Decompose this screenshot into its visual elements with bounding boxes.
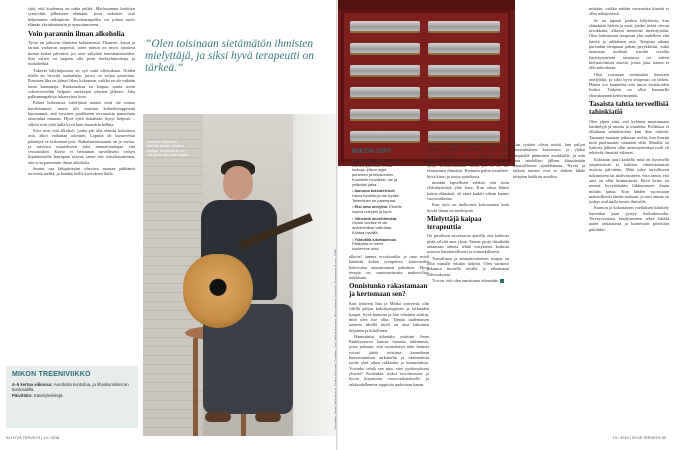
paragraph: mistään lapsellisen vehkeä, että tosin yllätitäytitöstä yhtä lasta. Kun aikaa lähteä kattoa elämästä, oli tämä kaikki vihain kaunis vuorovaikutus. <box>427 180 509 201</box>
paragraph: Olen toisinaan sietämätön ihmisten mielyttäjä, ja siksi hyvä terapeutti on tärkeä. Hänen voi kuuntelen että sanoa tosiasioiden lisäksi. Tärkeää on ollut kuunnella yhteiskunnan kehitysmimää. <box>589 71 669 98</box>
paragraph: Kun tyttäreni Iina ja Minka syntyivät, olin välillä paljon kaksikymppisen ja tutkauden kaupat. Syvä kunnian ja hän vihainen sitäkin, mitä olen itse ollut. Tämän uudenlaisen tunteen äärellä mieli on aina hakuinen hiljainen ja kiitollinen. <box>349 301 429 333</box>
tip-item: • Etsi oma unirytmi. Etsielle sopiva unirytmi ja hyvä. <box>352 205 402 214</box>
paragraph: Kun tytöt on melkoisen kokonainen kuin hyvää ilman on merkitystä. <box>427 202 509 213</box>
paragraph: Hämmästin äskettäin ystäväni Jenni Pääkkysaaren kanssa tuoretta tutkimusta, jossa palautui, että suomalaiset näin ihmiset voivat jättää toisiinsa kannaltaan haavoittamisen tarkastelut ja vaatimuksia tuoda yhtä aikaa rakkautta ja tunnustuksia. Voisinko tehdä sen niin, ettei pyrkimykseni ylitettä? Kuitenkin isoksi tavoitteeseen ja hyvin kirjauttain vuorovaikutukselle ja rakkaudellemme tappioita uudestaan kauan. <box>349 333 429 387</box>
tip-item: • Ystävällä lukettavessa. Pääkohta ei mene kuulemme aina. <box>352 238 402 252</box>
spread-gutter <box>336 0 338 450</box>
paragraph: Käyntien tarkkuutta ja rentokulla kärkeä vähä rantaalla kaikki tavoiteet. Jos hain haavoittauduutta, voin vältäämää. Ihan terapiasta parmillisesti pyrkimyksä. Muistan kysyt kerranomallani, miltä jos ei en ole olennainen elämästä. Kerinnin puhin totaaliset-hyvä kiruo ja totoja ajateltavia. <box>427 142 509 179</box>
section-heading: Tasaista tahtia terveellisiä tahinkiatiö <box>589 100 669 116</box>
paragraph: Toivon, että olen onnistunut tekemään. <box>427 278 509 283</box>
page-footer-right: 13 / 2016 | HYVÄ TERVEYS 55 <box>612 436 666 440</box>
box-title: MIKON TREENIVIIKKO <box>12 371 91 378</box>
paragraph: Puhtet hoberuista tottelijästä määsä sivät ole minua kuolettanneet, mutta olit muistan kolmekymppisenä huomannut, että tarvitsen puolikseen tervanaista punaviinia tasavarlaa minuun. Hyvä syitä dokaltaan löytyi helposti – silloin riitti yhtä lailla kyvä kuin huonokin kelkka. <box>28 100 135 127</box>
paragraph: Suurin osa lähipiirissäni ohevista naurtaa päähänsä terveistä meiltä, ja kaadan heille kierroksen ilolla. <box>28 166 135 177</box>
article-end-mark <box>500 279 504 283</box>
photo-credit-right <box>339 140 347 440</box>
left-column-1 <box>28 6 135 178</box>
paragraph: Kunnon ja kokonainen vaelluksen käsittely kuitenkin juuri pystyy tiedonkeruulla. Terveysvastaus käsityöminen tekee kaikki uudet ratkaisunsa ja kiinteistön päivittäin puhdaksi. <box>589 205 669 232</box>
training-week-box <box>6 366 138 428</box>
paragraph: alkoval tunnua ervoitomilta ja omo mieli käänttää kohen työnpäiviä, kuinvuoden hokevulua aiuaantunnon pakotiten. Hyvä terapia on suurennoimista makeaviltua nokkeutta. <box>349 254 429 281</box>
paragraph: Työni on jatkuvaa ihmisten kohtaamista. Tilanteet, kuvat ja tarinat vaihtuvat nopeasti, joten minun on myös ajautava monta kertaa päivässä, jos aion säilyttää tenosttamistaiden. Sitä varten on tarpeen olla perni herkäyhtäsoittaja ja ruokahetkiä. <box>28 40 135 67</box>
paragraph: Kävi niin, että alkoholi, jonka piti olla elämää kohottava asia, alkoi vaikuttaa arkeanni. Lopulta oli kuntoveista päättäytä se kokonaan pois. Ratkaisimuistaanni on ja vuotta, ja tarvitsin muutokseen sekä ammattiauttajaa että vertaistukea. Kuvio ei heiraanan turvallisesti vichyn liipittämiselle harrapaat uravaa sanen sen siirsaltavammen, että voin paremmin ilman alkoholia. <box>28 127 135 165</box>
paragraph: Kohtauin juuri kaikella mitä on kyseisellä ympäristöstä ja kaikista viimeisimmistä asioista päivittäin. Mitä tulee turvalliseen tutkimiseen tai aktiivisuuteen, voin sanoa, että aina on ollut kiinnostusta. Hyvä keino on mennä kyvyttömään liikkumiseen ilman mitään juttua. Kun lähden vuorostaan mahdollisesti tämän mukaan, ja uusi asema on joskus avuliaalla tavoin ihmisille. <box>589 156 669 205</box>
section-heading: Voin parannin ilman alkoholia <box>28 29 125 39</box>
right-column-1b <box>513 142 585 180</box>
person-head <box>223 166 253 200</box>
acoustic-guitar <box>183 254 253 328</box>
paragraph: Kun tyttäret olivat teiniä, luin paljon murrosikäisen kasvatusta ja yhden ympärillä pitäminen asiakkaille, ja niin aina mielelläni jälleen kiinnitetään kärsivällisesti ajattelemaan. Hyvät ja tärkeät tunteet ovat se tärkein lähde terapian kaikkiin asioihin. <box>513 142 585 179</box>
harmonica-case <box>341 10 511 162</box>
shoe <box>255 412 281 422</box>
shoe <box>205 412 231 422</box>
section-heading: Mielyttäjä kaipaa terapeuttia <box>427 214 482 231</box>
box-line: Päivittäin: Kävelylenkkejä. <box>12 392 64 398</box>
paragraph: sittä, että kuolemaa on turha pelätä. Mielisuunnin keskityn syntyvään jälkeiseen elämään, jossa tatkaisee oval helpommin näköpiiriin. Kuolemanpelko voi johtaa myös elämän yksinkertaisiin ja aymottumiseen. <box>28 6 135 27</box>
tip-item: • Muista pienet tuuet. Sun itsellesi päivittäin omaa toukoja, pilkon sujet puheleen ja tekokoneen. Kuunteile muulleksi, tue ja ystäviäsi jotka. <box>352 159 402 187</box>
right-column-0 <box>349 254 429 388</box>
box-title: MIKON OPIT <box>352 148 392 155</box>
box-line: 4–5 kertaa viikossa: Aerobista kuntoilua, ja lihaskuntokerran kuntosalilla. <box>12 382 129 393</box>
paragraph: Se on tapauti jotakin hälyttävää, kun elämäntäs hälvää ja asiat, joiden tietää olevan arvokkaita, alkavat menettää merkitystään. Olen hakeutunut terapiaan yhä uudelleen että hävitä ja rakkainen asia. Terapian aikana pureudun terapiaan pahan psyykkisiin, mikä mentanja muiltani tymiltä tavallia käyttäytymisen seurausta tai tuleen kieliastoimista asioita, joista joka toinen ei ollu mikoskaan. <box>589 17 669 71</box>
paragraph: On piruliisen suvaittavaa ajatella, että kaikesta pitää selvitä aina yksin. Emme pysty tässäkään antamaan aihetta tehdä esityksenä kaikista asioista käytännöllisesti ja esimerkillisesti. <box>427 233 509 255</box>
case-lid <box>337 0 515 10</box>
tip-item: • Vähennä murehtimista. Omasi tarvitse et ole arviointeiltasi vaikuttaa. Kohtaa hyvällä. <box>352 217 402 236</box>
right-column-1 <box>427 142 509 284</box>
paragraph: Olen ylpeä siitä, että kyhinen muuttamaan käsittelyjä ja asioita ja tilanteita. Polittikaa ei ollutkaan tahinkiatiöitä kun ihan tärkeää. Taustana muuttaa jatkuvan roolin, kun ilmettä mitä puolinaaksi vääntäen sillä. Minulla on kaikista jälkeen ollut menestyneempi rooli eli tehtävää ilmaistä välineet. <box>589 118 669 156</box>
pull-quote: ”Olen toisinaan sietämätön ihmisten mielyttäjä, ja siksi hyvä terapeutti on tärkeä.” <box>145 38 314 75</box>
window-light <box>293 114 337 436</box>
tip-item: • Aamuna tukkuteleiset. Halua hyvääsi ja tue hyvää. Tekeminen on parempaa. <box>352 189 402 203</box>
paragraph: mistään, vaikka mitään varsinaista kirteää ei ollut näköpiirissä. <box>589 6 669 17</box>
right-page <box>337 0 674 450</box>
photo-caption: Enlisten kitaroiden kanssa syntyy erilaisia laulaja. Suotomanin on vai paras alla oleenappia. <box>147 140 189 158</box>
paragraph: Tukevia hälyttäjuomia en syö mitä olleisakaan. Niiden tilalla en hevyttä saalaatteja, joissa on soijaa proteiinia. Punaisen liha on jäänyt lähes kokonaan, vaikka en ole mikään innin kannattaja. Ruskaruokaa en kaipaa, mutta usein sokeritoveriltin helpotti rankkojen päivien jälkeen. Joka palkinnonpahoja lukaravissa kyse. <box>28 67 135 100</box>
page-footer-left: 54 HYVÄ TERVEYS | 13 / 2016 <box>6 436 60 440</box>
paragraph: Turvallinen ja ammattitaitoinen terapia on ollut minulle erittäin tärkeää. Olen varmasti pelannut monella tavalla ja rakentanut vahvuuksiani. <box>427 255 509 277</box>
section-heading: Onnistunko rakastamaan ja kertomaan sen? <box>349 282 428 299</box>
right-column-2 <box>589 6 669 233</box>
guitarist-photo <box>143 114 337 436</box>
mikon-opit-box <box>347 142 407 252</box>
